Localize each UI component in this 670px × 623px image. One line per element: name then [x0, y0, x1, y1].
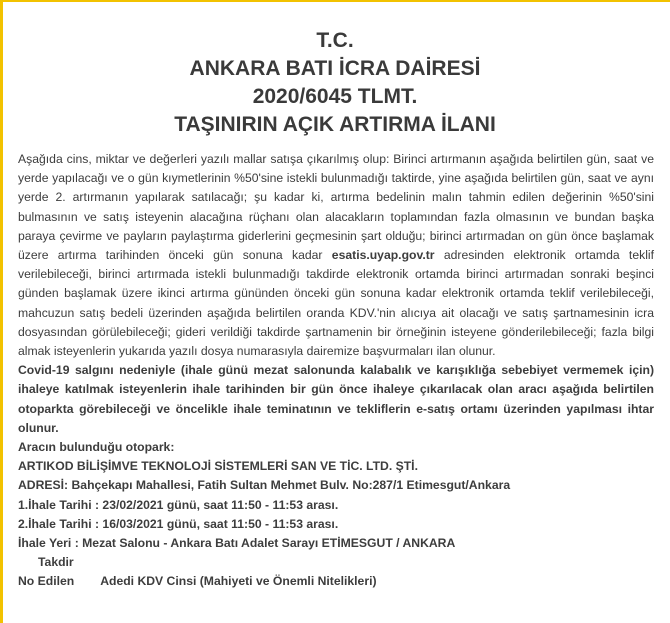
intro-text-before-url: Aşağıda cins, miktar ve değerleri yazılı mallar satışa çıkarılmış olup: Birinci artırmanın aşağıda belirtilen gün, saat ve yerde yapılacağı ve o gün kıymetlerinin %50'sine istekli bulunmadığı taktirde, yine aşağıda belirtilen gün, saat ve aynı yerde 2. artırmanın yapılarak satılacağı; şu kadar ki, artırma bedelinin malın tahmin edilen değerinin %50'sini bulmasının ve satış isteyenin alacağına rüçhanı olan alacakların toplamından fazla olmasının ve bundan başka paraya çevirme ve payların paylaştırma giderlerini geçmesinin şart olduğu; birinci artırmadan on gün önce başlamak üzere artırma tarihinden önceki gün sonuna kadar	[18, 152, 654, 263]
table-header-row	[18, 572, 654, 591]
covid-notice: Covid-19 salgını nedeniyle (ihale günü mezat salonunda kalabalık ve karışıklığa sebebiyet vermemek için) ihaleye katılmak isteyenlerin ihale tarihinden bir gün önce ihaleye çıkarılacak olan aracı aşağıda belirtilen otoparkta görebileceği ve öncelikle ihale teminatının ve tekliflerin e-satış ortamı üzerinden yapılması ihtar olunur.	[18, 363, 654, 435]
notice-body	[18, 150, 654, 592]
company-name: ARTIKOD BİLİŞİMVE TEKNOLOJİ SİSTEMLERİ SAN VE TİC. LTD. ŞTİ.	[18, 459, 418, 474]
header-file-number: 2020/6045 TLMT.	[252, 85, 418, 108]
intro-paragraph	[18, 150, 654, 361]
esatis-link[interactable]: esatis.uyap.gov.tr	[331, 248, 435, 263]
auction-date-2: 2.İhale Tarihi : 16/03/2021 günü, saat 11:50 - 11:53 arası.	[18, 516, 339, 531]
header-notice-title: TAŞINIRIN AÇIK ARTIRMA İLANI	[174, 113, 496, 136]
auction-venue: İhale Yeri : Mezat Salonu - Ankara Batı Adalet Sarayı ETİMESGUT / ANKARA	[18, 536, 456, 551]
auction-date-1: 1.İhale Tarihi : 23/02/2021 günü, saat 11:50 - 11:53 arası.	[18, 497, 339, 512]
table-header-takdir: Takdir	[38, 555, 74, 570]
table-header-no-edilen: No Edilen	[18, 574, 75, 589]
parking-address: ADRESİ: Bahçekapı Mahallesi, Fatih Sultan Mehmet Bulv. No:287/1 Etimesgut/Ankara	[18, 478, 511, 493]
notice-header	[0, 27, 670, 139]
table-header-columns: Adedi KDV Cinsi (Mahiyeti ve Önemli Nitelikleri)	[100, 574, 377, 589]
header-office: ANKARA BATI İCRA DAİRESİ	[189, 57, 481, 80]
parking-label: Aracın bulunduğu otopark:	[18, 440, 175, 455]
header-tc: T.C.	[316, 29, 354, 52]
intro-text-after-url: adresinden elektronik ortamda teklif verilebileceği, birinci artırmada istekli bulunmadığı takdirde elektronik ortamda birinci artırmadan sonraki beşinci günden başlamak üzere ikinci artırma gününden önceki gün sonuna kadar elektronik ortamda teklif verilebileceği, mahcuzun satış bedeli üzerinden aşağıda belirtilen oranda KDV.'nin alıcıya ait olacağı ve satış şartnamesinin icra dosyasından görülebileceği; gideri verildiği takdirde şartnamenin bir örneğinin isteyene gönderilebileceği; fazla bilgi almak isteyenlerin yukarıda yazılı dosya numarasıyla dairemize başvurmaları ilan olunur.	[18, 248, 654, 359]
